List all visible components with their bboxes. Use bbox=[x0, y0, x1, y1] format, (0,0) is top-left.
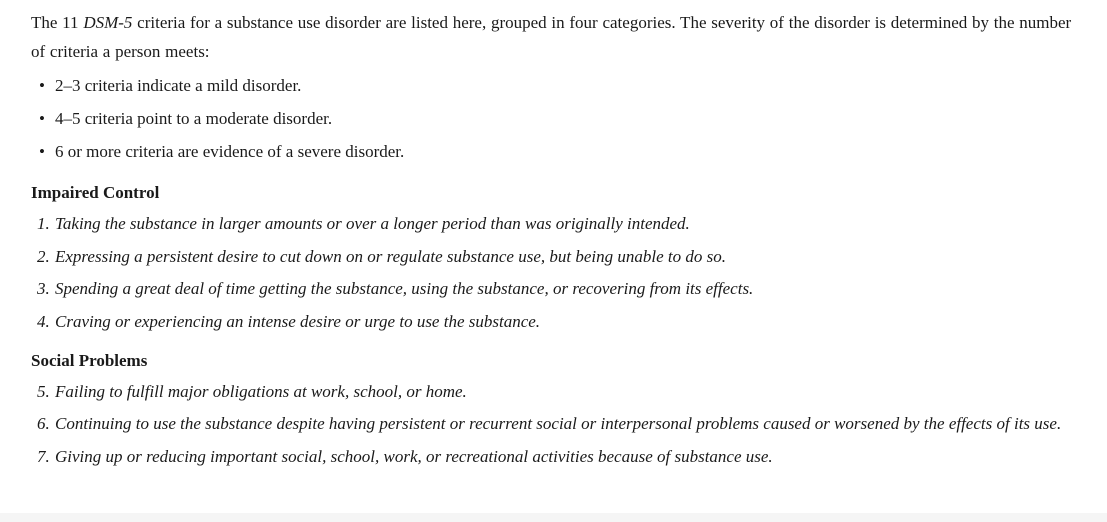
criterion-number: 3. bbox=[37, 279, 50, 298]
severity-item-moderate: • 4–5 criteria point to a moderate disorder. bbox=[31, 102, 1077, 135]
severity-item-severe: • 6 or more criteria are evidence of a severe disorder. bbox=[31, 135, 1077, 168]
criterion-item bbox=[31, 410, 1077, 438]
section-heading-impaired-control: Impaired Control bbox=[31, 183, 160, 202]
criterion-number: 2. bbox=[37, 246, 50, 266]
section-heading-social-problems: Social Problems bbox=[31, 350, 148, 370]
criterion-number: 6. bbox=[37, 414, 50, 433]
criterion-item bbox=[31, 243, 1077, 271]
criterion-text: Taking the substance in larger amounts or over a longer period than was originally intended. bbox=[55, 214, 690, 233]
criterion-text: Expressing a persistent desire to cut down on or regulate substance use, but being unable to do so. bbox=[55, 246, 726, 266]
severity-item-mild: • 2–3 criteria indicate a mild disorder. bbox=[31, 69, 1077, 102]
criterion-text: Continuing to use the substance despite having persistent or recurrent social or interpersonal problems caused or worsened by the effects of its use. bbox=[55, 414, 1062, 433]
bottom-divider-band bbox=[0, 513, 1107, 522]
criterion-number: 4. bbox=[37, 311, 50, 331]
criterion-item bbox=[31, 378, 1077, 406]
criterion-text: Spending a great deal of time getting the substance, using the substance, or recovering from its effects. bbox=[55, 279, 754, 298]
criterion-text: Giving up or reducing important social, school, work, or recreational activities because of substance use. bbox=[55, 446, 773, 466]
criteria-list-social-problems bbox=[31, 378, 1077, 471]
intro-text-before: The 11 bbox=[31, 13, 84, 32]
criteria-list-impaired-control bbox=[31, 210, 1077, 336]
intro-paragraph bbox=[31, 8, 1077, 66]
criterion-text: Craving or experiencing an intense desire or urge to use the substance. bbox=[55, 311, 541, 331]
criterion-item bbox=[31, 308, 1077, 336]
criterion-item bbox=[31, 443, 1077, 471]
intro-text-after: criteria for a substance use disorder are listed here, grouped in four categories. The severity of the disorder is determined by the number of criteria a person meets: bbox=[31, 13, 1072, 61]
criterion-item bbox=[31, 210, 1077, 238]
criterion-number: 7. bbox=[37, 446, 50, 466]
criterion-number: 5. bbox=[37, 381, 50, 401]
criterion-text: Failing to fulfill major obligations at work, school, or home. bbox=[55, 381, 467, 401]
criterion-number: 1. bbox=[37, 214, 50, 233]
criterion-item bbox=[31, 275, 1077, 303]
severity-list bbox=[31, 69, 1077, 168]
intro-dsm-title: DSM-5 bbox=[83, 13, 133, 32]
